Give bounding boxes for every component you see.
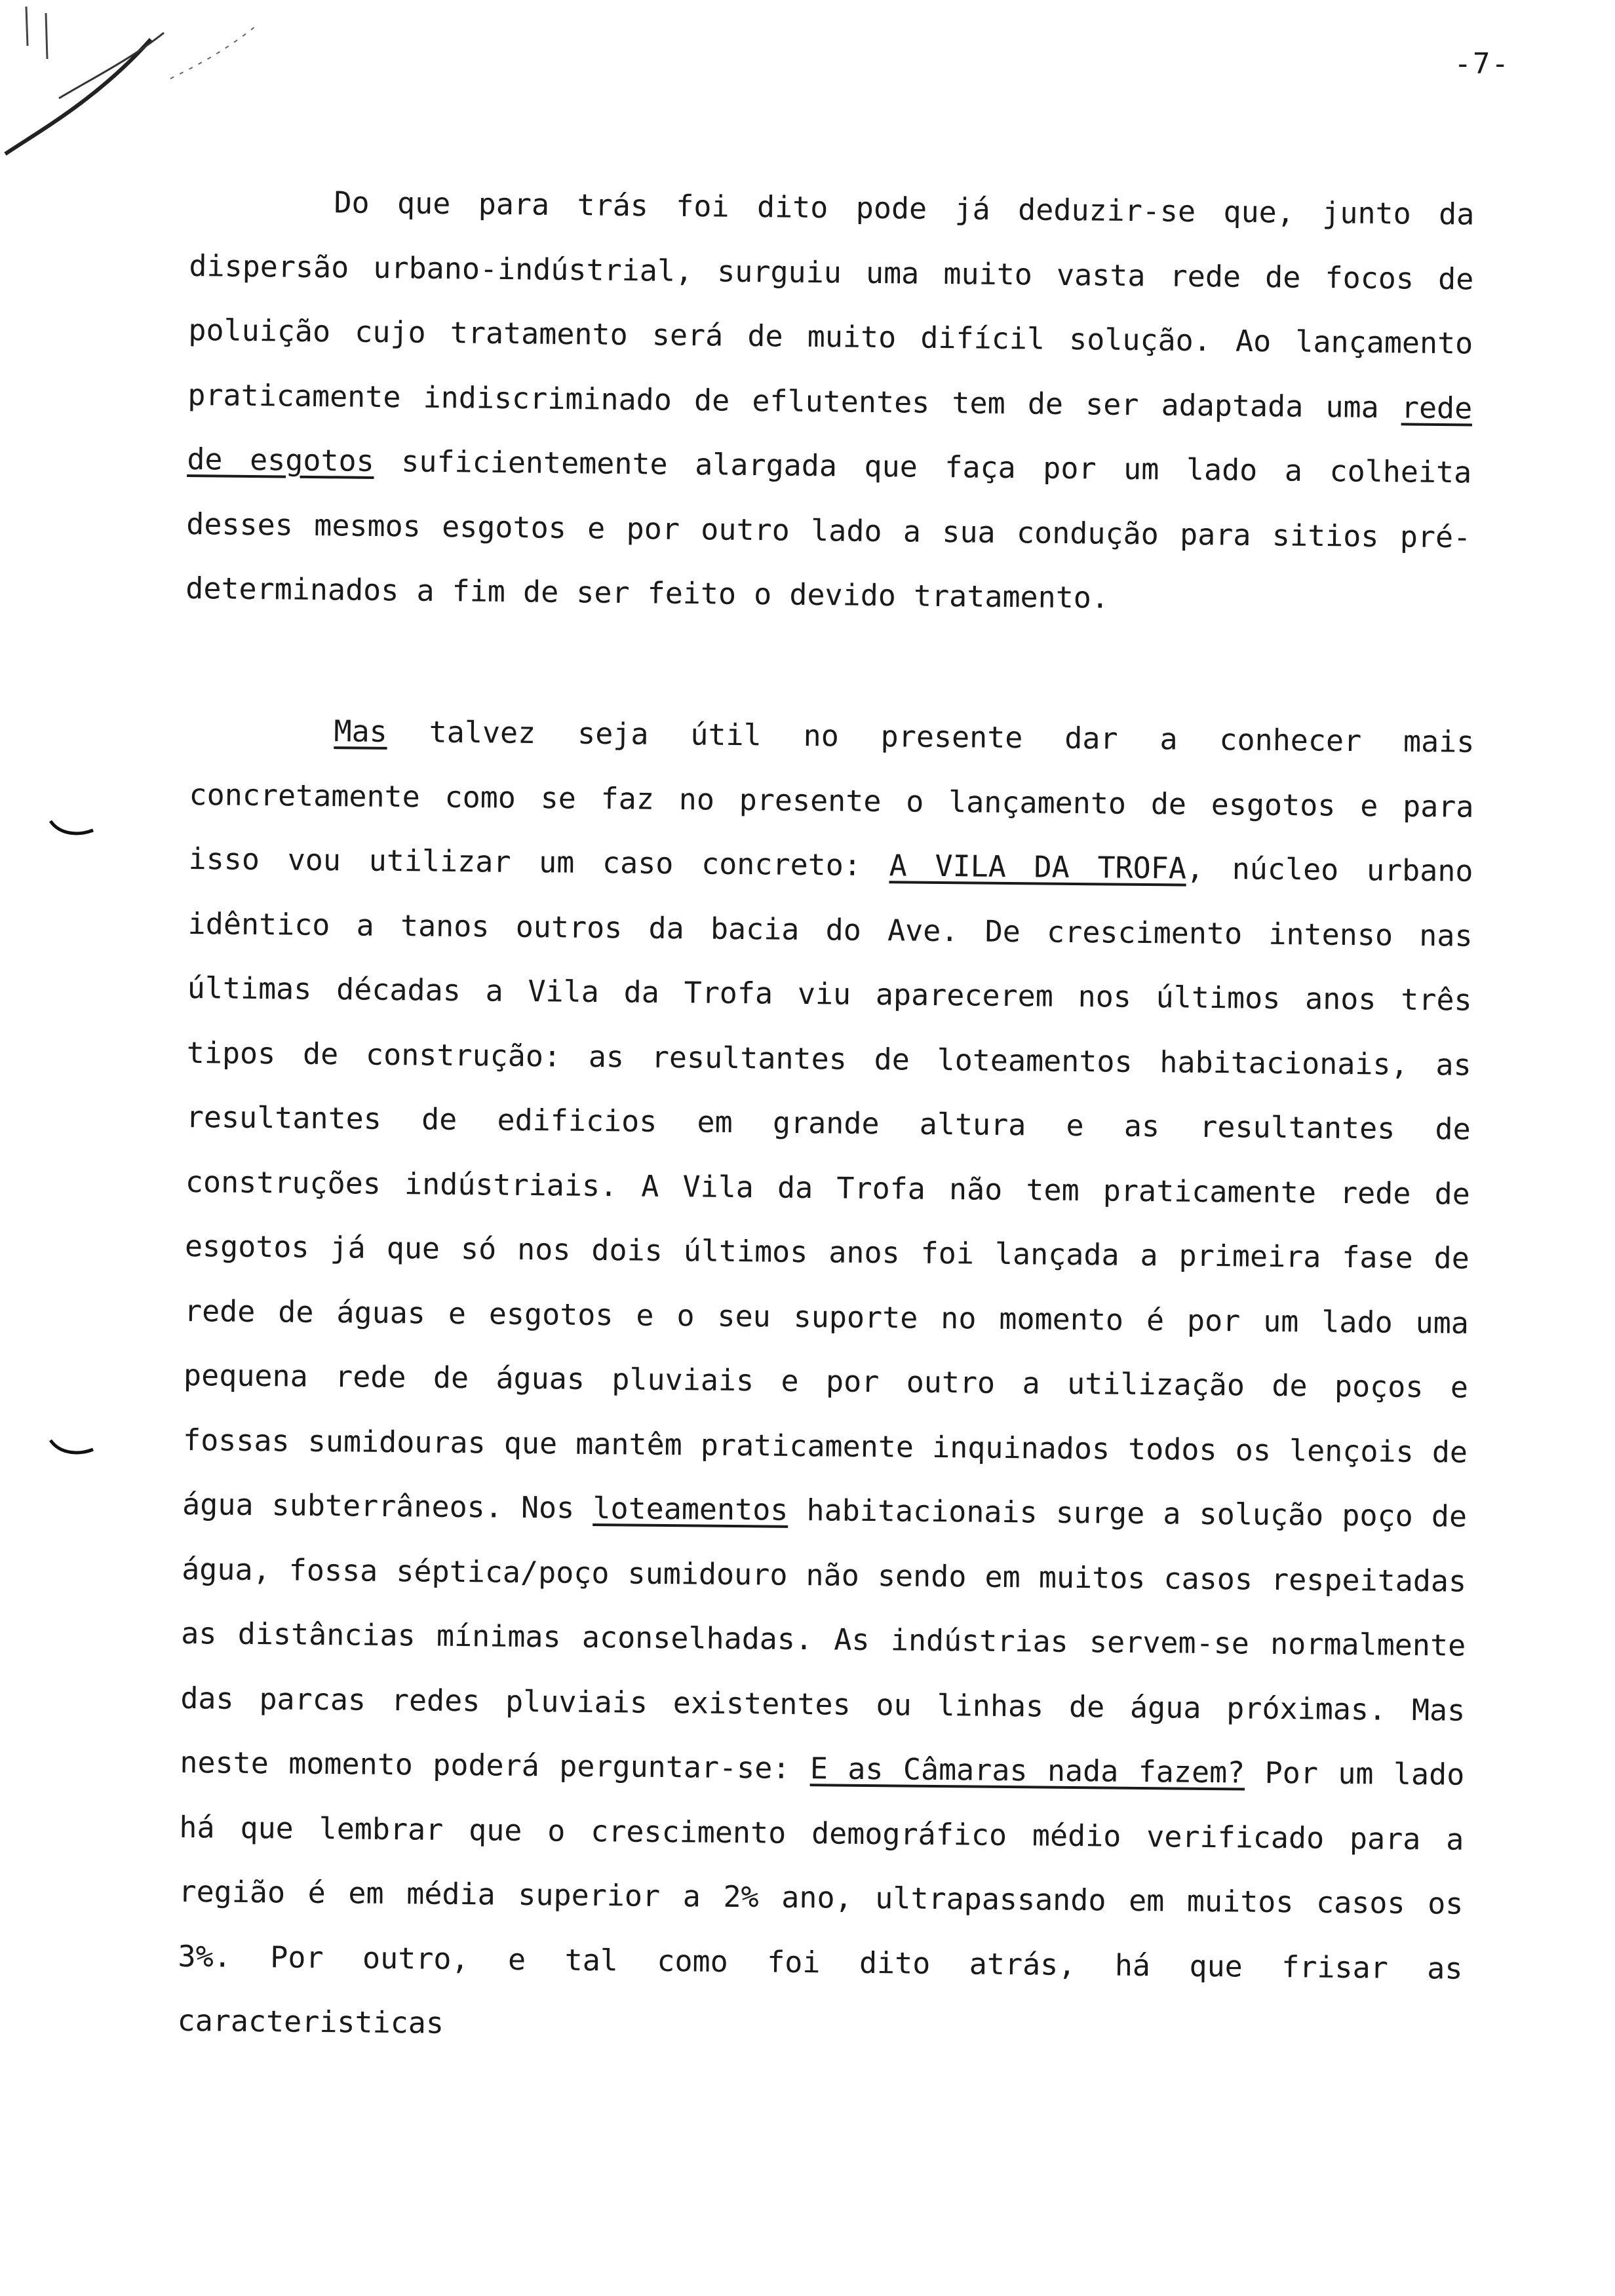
text-segment: talvez seja útil no presente dar a conhecer mais concretamente como se faz no presente o lançamento de esgotos e para isso vou utilizar um caso concreto: bbox=[188, 714, 1475, 883]
underlined-phrase: loteamentos bbox=[593, 1490, 788, 1527]
text-segment: Por um lado há que lembrar que o crescimento demográfico médio verificado para a região é em média superior a 2% ano, ultrapassando em muitos casos os 3%. Por outro, e tal como foi dito atrás, há que frisar as caracteristicas bbox=[177, 1755, 1465, 2040]
page-number: -7- bbox=[1454, 47, 1510, 81]
scan-corner-mark bbox=[0, 0, 275, 170]
text-segment: habitacionais surge a solução poço de água, fossa séptica/poço sumidouro não sendo em muitos casos respeitadas as distâncias mínimas aconselhadas. As indústrias servem-se normalmente das parcas redes pluviais existentes ou linhas de água próximas. Mas neste momento poderá perguntar-se: bbox=[180, 1492, 1468, 1786]
paragraph bbox=[177, 698, 1475, 2065]
margin-bracket-mark bbox=[47, 1435, 100, 1461]
text-segment: suficientemente alargada que faça por um lado a colheita desses mesmos esgotos e por outro lado a sua condução para sitios pré-determinados a fim de ser feito o devido tratamento. bbox=[185, 443, 1472, 615]
underlined-phrase: E as Câmaras nada fazem? bbox=[809, 1751, 1245, 1790]
underlined-phrase: rede de esgotos bbox=[187, 389, 1473, 478]
paragraph bbox=[185, 169, 1475, 634]
text-segment: , núcleo urbano idêntico a tanos outros da bacia do Ave. De crescimento intenso nas últimas décadas a Vila da Trofa viu aparecerem nos últimos anos três tipos de construção: as resultantes de loteamentos habitacionais, as resultantes de edificios em grande altura e as resultantes de construções indústriais. A Vila da Trofa não tem praticamente rede de esgotos já que só nos dois últimos anos foi lançada a primeira fase de rede de águas e esgotos e o seu suporte no momento é por um lado uma pequena rede de águas pluviais e por outro a utilização de poços e fossas sumidouras que mantêm praticamente inquinados todos os lençois de água subterrâneos. Nos bbox=[182, 851, 1473, 1525]
margin-bracket-mark bbox=[47, 816, 100, 842]
text-segment: Do que para trás foi dito pode já deduzir-se que, junto da dispersão urbano-indústrial, surguiu uma muito vasta rede de focos de poluição cujo tratamento será de muito difícil solução. Ao lançamento praticamente indiscriminado de eflutentes tem de ser adaptada uma bbox=[187, 185, 1475, 425]
underlined-phrase: A VILA DA TROFA bbox=[889, 848, 1187, 886]
underlined-phrase: Mas bbox=[334, 714, 388, 749]
